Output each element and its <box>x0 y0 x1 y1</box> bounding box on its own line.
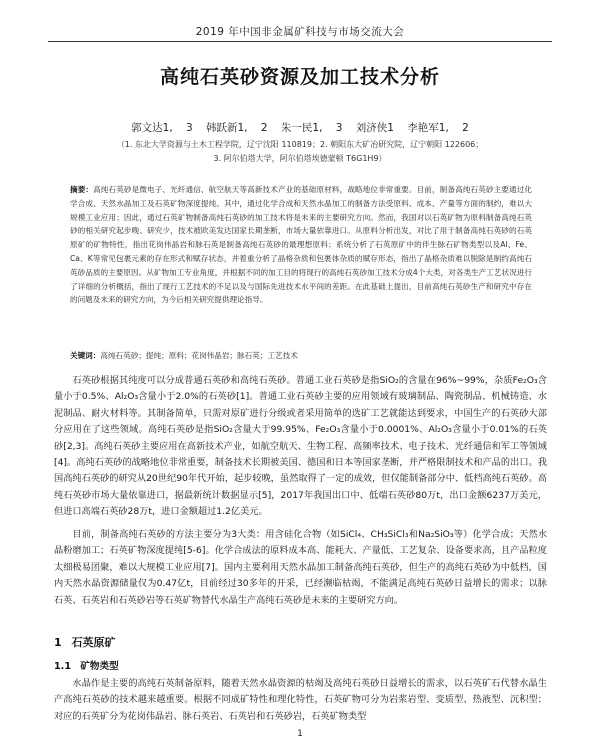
body-paragraph-2: 目前，制备高纯石英砂的方法主要分为3大类：用含硅化合物（如SiCl₄、CH₃SiCl₃和Na₂SiO₃等）化学合成；天然水晶粉磨加工；石英矿物深度提纯[5-6]。化学合成法的原料成本高、能耗大、产量低、工艺复杂、设备要求高，且产品粒度太细极易团聚，难以大规模工业应用[7]。国内主要利用天然水晶加工制备高纯石英砂，但生产的高纯石英砂为中低档，国内天然水晶资源储量仅为0.47亿t，目前经过30多年的开采，已经濒临枯竭，不能满足高纯石英砂日益增长的需求；以脉石英、石英岩和石英砂岩等石英矿物替代水晶生产高纯石英砂是未来的主要研究方向。 <box>54 529 547 606</box>
keywords <box>70 349 532 362</box>
body-paragraph-3: 水晶作是主要的高纯石英制备原料，随着天然水晶资源的枯竭及高纯石英砂日益增长的需求，以石英矿石代替水晶生产高纯石英砂的技术越来越重要。根据不同成矿特性和理化特性，石英矿物可分为岩浆岩型、变质型、热液型、沉积型；对应的石英矿分为花岗伟晶岩、脉石英岩、石英岩和石英砂岩，石英矿物类型 <box>54 678 547 722</box>
abstract-label: 摘要： <box>70 185 94 194</box>
abstract-text: 高纯石英砂是微电子、光纤通信、航空航天等高新技术产业的基础原材料，战略地位非常重要。目前，制备高纯石英砂主要通过化学合成、天然水晶加工及石英矿物深度提纯。其中，通过化学合成和天然水晶加工的制备方法受原料、成本、产量等方面的制约，难以大规模工业应用；因此，通过石英矿物制备高纯石英砂的加工技术将是未来的主要研究方向。然而，我国对以石英矿物为原料制备高纯石英砂的相关研究起步晚、研究少，技术被欧美发达国家长期垄断，市场大量依靠进口。从原料分析出发，对比了用于制备高纯石英砂的石英原矿的矿物特性，指出花岗伟晶岩和脉石英是制备高纯石英砂的最理想原料；系统分析了石英原矿中的伴生脉石矿物类型以及Al、Fe、Ca、K等常见包裹元素的存在形式和赋存状态，并着重分析了晶格杂质和包裹体杂质的赋存形态，指出了晶格杂质难以脱除是制约高纯石英砂品质的主要原因。从矿物加工专业角度，并根据不同的加工目的将现行的高纯石英砂加工技术分成4个大类，对各类生产工艺状况进行了详细的分析概括，指出了现行工艺技术的不足以及与国际先进技术水平间的差距。在此基础上提出，目前高纯石英砂生产和研究中存在的问题及未来的研究方向，为今后相关研究提供理论指导。 <box>70 185 532 305</box>
header-rule <box>48 41 552 42</box>
abstract <box>70 183 532 307</box>
conference-header: 2019 年中国非金属矿科技与市场交流大会 <box>195 26 405 38</box>
section-heading: 1 石英原矿 <box>54 636 116 649</box>
page-number: 1 <box>297 729 303 739</box>
body-paragraph-1: 石英砂根据其纯度可以分成普通石英砂和高纯石英砂。普通工业石英砂是指SiO₂的含量在96%~99%，杂质Fe₂O₃含量小于0.5%、Al₂O₃含量小于2.0%的石英砂[1]。普通工业石英砂主要的应用领域有玻璃制品、陶瓷制品、机械铸造、水泥制品、耐火材料等。其制备简单，只需对原矿进行分级或者采用简单的选矿工艺就能达到要求，中国生产的石英砂大部分应用在了这些领域。高纯石英砂是指SiO₂含量大于99.95%、Fe₂O₃含量小于0.0001%、Al₂O₃含量小于0.01%的石英砂[2,3]。高纯石英砂主要应用在高新技术产业，如航空航天、生物工程、高频率技术、电子技术、光纤通信和军工等领域[4]。高纯石英砂的战略地位非常重要，制备技术长期被美国、德国和日本等国家垄断，并严格限制技术和产品的出口。我国高纯石英砂的研究从20世纪90年代开始，起步较晚，虽然取得了一定的成效，但仅能制备部分中、低档高纯石英砂。高纯石英砂市场大量依靠进口，据最新统计数据显示[5]，2017年我国出口中、低端石英砂80万t，出口金额6237万美元，但进口高端石英砂28万t，进口金额超过1.2亿美元。 <box>54 375 547 518</box>
keywords-text: 高纯石英砂；提纯；原料；花岗伟晶岩；脉石英；工艺技术 <box>100 351 298 360</box>
subsection-heading: 1.1 矿物类型 <box>54 661 119 672</box>
author-list: 郭文达1, 3 韩跃新1, 2 朱一民1, 3 刘济侠1 李艳军1, 2 <box>131 122 469 134</box>
affiliation-line-2: 3. 阿尔伯塔大学，阿尔伯塔埃德蒙顿 T6G1H9） <box>213 154 387 163</box>
keywords-label: 关键词： <box>70 351 101 360</box>
paper-title: 高纯石英砂资源及加工技术分析 <box>159 66 440 88</box>
affiliation-line-1: （1. 东北大学资源与土木工程学院，辽宁沈阳 110819；2. 朝阳东大矿冶研究院，辽宁朝阳 122606； <box>116 140 484 149</box>
